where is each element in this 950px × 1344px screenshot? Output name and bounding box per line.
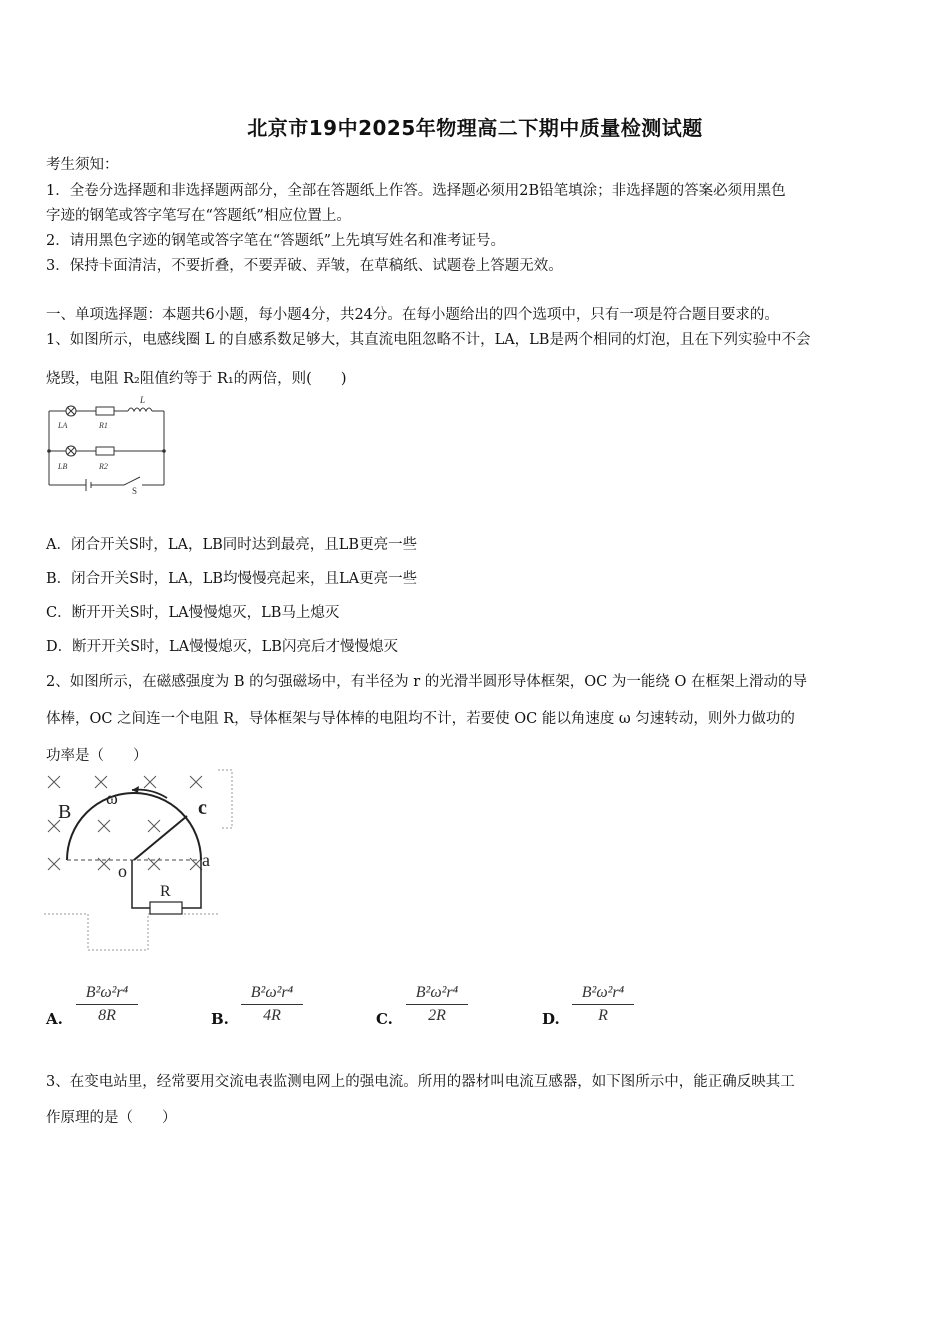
q3-stem-line: 3、在变电站里，经常要用交流电表监测电网上的强电流。所用的器材叫电流互感器，如下图所示中，能正确反映其工 [46,1074,795,1090]
choice-letter: D. [542,1010,560,1028]
label-C: c [198,797,207,819]
formula-denominator: 2R [428,1007,446,1024]
formula-denominator: 8R [98,1007,116,1024]
section-heading: 一、单项选择题：本题共6小题，每小题4分，共24分。在每小题给出的四个选项中，只有一项是符合题目要求的。 [46,307,779,323]
label-omega: ω [106,788,118,808]
choice-letter: A. [46,1010,63,1028]
q3-stem-line: 作原理的是（ ） [46,1110,177,1126]
q1-stem-line: 烧毁，电阻 R₂阻值约等于 R₁的两倍，则( ) [46,371,347,387]
q2-stem-line: 体棒，OC 之间连一个电阻 R，导体框架与导体棒的电阻均不计，若要使 OC 能以角速度 ω 匀速转动，则外力做功的 [46,711,795,727]
label-R: R [160,883,171,900]
notice-heading: 考生须知： [46,157,119,173]
q2-choices [46,980,906,1040]
q2-stem-line: 功率是（ ） [46,748,148,764]
label-LB: LB [58,462,68,471]
q2-stem-line: 2、如图所示，在磁感强度为 B 的匀强磁场中，有半径为 r 的光滑半圆形导体框架，OC 为一能绕 O 在框架上滑动的导 [46,674,807,690]
choice-letter: C. [376,1010,393,1028]
label-O: o [118,861,127,881]
junction-dot [162,449,166,453]
notice-item: 2．请用黑色字迹的钢笔或答字笔在“答题纸”上先填写姓名和准考证号。 [46,233,506,249]
label-S: S [132,486,138,496]
choice-letter: B. [211,1010,229,1028]
label-a: a [202,850,210,870]
label-R2: R2 [99,462,108,471]
formula [72,984,142,1025]
junction-dot [47,449,51,453]
formula-numerator: B²ω²r⁴ [85,984,129,1001]
notice-item: 3．保持卡面清洁，不要折叠，不要弄破、弄皱，在草稿纸、试题卷上答题无效。 [46,258,563,274]
page-title: 北京市19中2025年物理高二下期中质量检测试题 [247,116,703,140]
q1-option-d: D．断开开关S时，LA慢慢熄灭，LB闪亮后才慢慢熄灭 [46,639,398,655]
formula [402,984,472,1025]
label-B: B [58,801,72,823]
formula-numerator: B²ω²r⁴ [415,984,459,1001]
q1-option-a: A．闭合开关S时，LA，LB同时达到最亮，且LB更亮一些 [46,537,418,553]
label-LA: LA [58,421,68,430]
formula [568,984,638,1025]
q1-option-c: C．断开开关S时，LA慢慢熄灭，LB马上熄灭 [46,605,340,621]
label-L: L [140,395,146,405]
formula-denominator: R [598,1007,608,1024]
formula-numerator: B²ω²r⁴ [250,984,294,1001]
notice-item: 字迹的钢笔或答字笔写在“答题纸”相应位置上。 [46,208,351,224]
q2-magnetic-field-diagram [40,768,240,954]
formula-numerator: B²ω²r⁴ [581,984,625,1001]
q1-option-b: B．闭合开关S时，LA，LB均慢慢亮起来，且LA更亮一些 [46,571,418,587]
label-R1: R1 [99,421,108,430]
formula [237,984,307,1025]
q1-circuit-diagram [44,393,174,498]
q1-stem-line: 1、如图所示，电感线圈 L 的自感系数足够大，其直流电阻忽略不计，LA，LB是两个相同的灯泡，且在下列实验中不会 [46,332,811,348]
notice-item: 1．全卷分选择题和非选择题两部分，全部在答题纸上作答。选择题必须用2B铅笔填涂；非选择题的答案必须用黑色 [46,183,786,199]
formula-denominator: 4R [263,1007,281,1024]
